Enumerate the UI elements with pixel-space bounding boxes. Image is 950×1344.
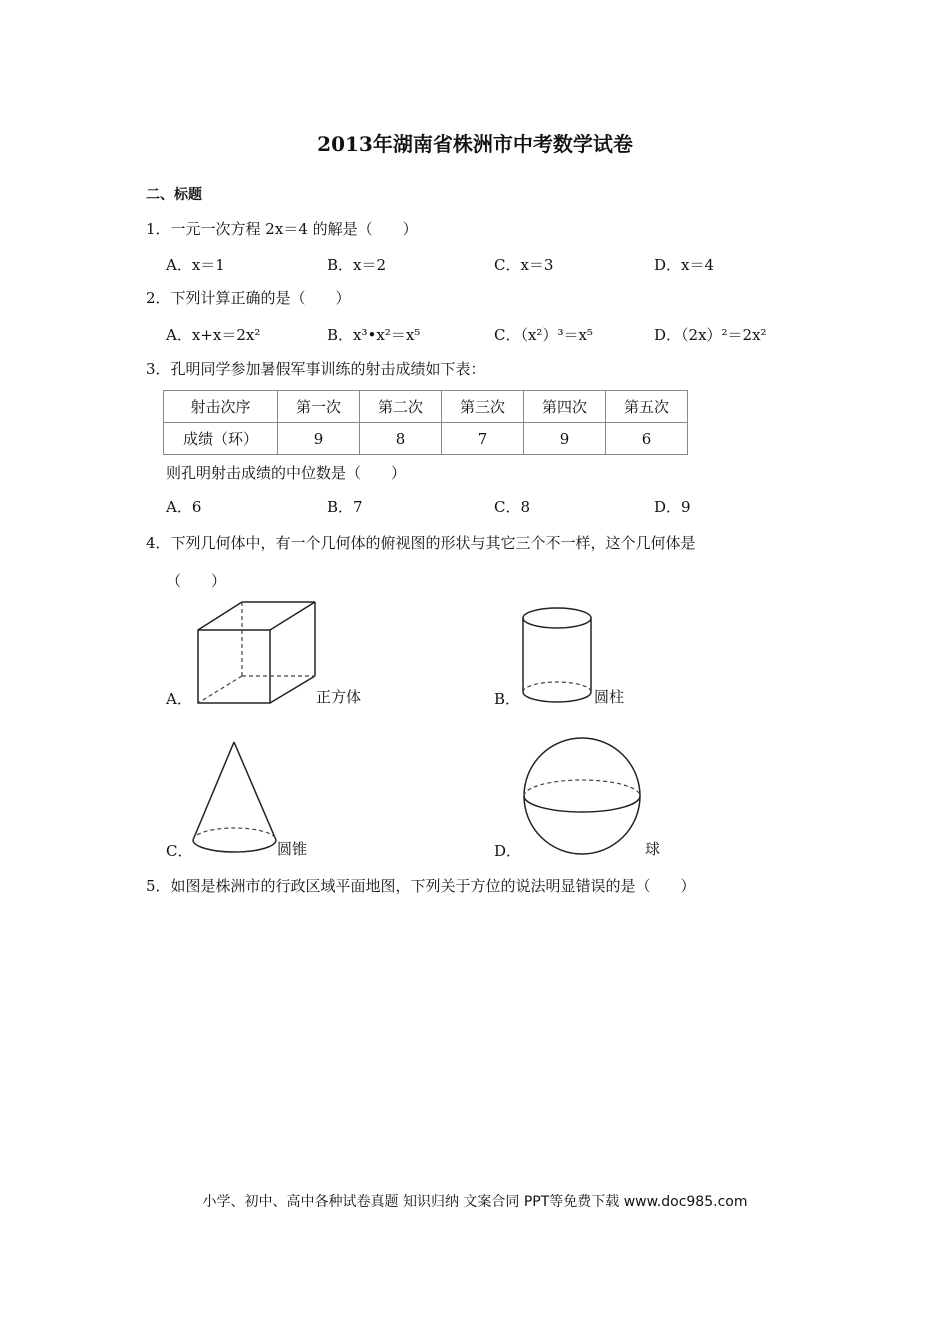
table-header-cell: 第一次 <box>278 391 360 423</box>
question-4-option-a-letter: A． <box>166 690 192 708</box>
question-1-option-c: C．x＝3 <box>494 256 554 274</box>
question-2-option-d: D．（2x）²＝2x² <box>654 326 767 344</box>
table-header-cell: 第二次 <box>360 391 442 423</box>
cylinder-figure <box>519 606 599 706</box>
table-cell: 9 <box>524 423 606 455</box>
cone-figure <box>188 736 283 860</box>
footer-text[interactable]: 小学、初中、高中各种试卷真题 知识归纳 文案合同 PPT等免费下载 www.doc985.com <box>202 1194 748 1210</box>
question-5-stem: 5．如图是株洲市的行政区域平面地图，下列关于方位的说法明显错误的是（ ） <box>146 877 696 895</box>
sphere-figure <box>518 732 646 860</box>
question-4-option-c-letter: C． <box>166 842 193 860</box>
table-row <box>164 423 688 455</box>
score-table <box>163 390 688 455</box>
question-4-option-d-letter: D． <box>494 842 522 860</box>
table-cell: 成绩（环） <box>164 423 278 455</box>
question-1-option-d: D．x＝4 <box>654 256 715 274</box>
page-title: 2013年湖南省株洲市中考数学试卷 <box>317 132 633 156</box>
question-3-stem: 3．孔明同学参加暑假军事训练的射击成绩如下表： <box>146 360 486 378</box>
question-3-option-d: D．9 <box>654 498 691 516</box>
table-cell: 9 <box>278 423 360 455</box>
question-1-option-b: B．x＝2 <box>327 256 387 274</box>
question-4-option-b-letter: B． <box>494 690 521 708</box>
question-3-option-c: C．8 <box>494 498 531 516</box>
cylinder-label: 圆柱 <box>594 688 625 706</box>
question-2-option-a: A．x+x＝2x² <box>166 326 261 344</box>
table-header-cell: 第三次 <box>442 391 524 423</box>
question-1-stem: 1．一元一次方程 2x＝4 的解是（ ） <box>146 220 418 238</box>
table-cell: 8 <box>360 423 442 455</box>
cube-label: 正方体 <box>316 688 362 706</box>
section-heading: 二、标题 <box>146 187 202 203</box>
table-cell: 7 <box>442 423 524 455</box>
question-1-option-a: A．x＝1 <box>166 256 225 274</box>
question-4-paren: （ ） <box>166 572 227 590</box>
table-header-cell: 第四次 <box>524 391 606 423</box>
question-2-option-b: B．x³•x²＝x⁵ <box>327 326 421 344</box>
sphere-label: 球 <box>645 840 661 858</box>
cone-label: 圆锥 <box>277 840 308 858</box>
question-4-stem: 4．下列几何体中，有一个几何体的俯视图的形状与其它三个不一样，这个几何体是 <box>146 534 696 552</box>
table-cell: 6 <box>606 423 688 455</box>
table-header-row <box>164 391 688 423</box>
table-header-cell: 射击次序 <box>164 391 278 423</box>
cube-figure <box>190 598 325 708</box>
question-3-option-b: B．7 <box>327 498 363 516</box>
question-3-ask: 则孔明射击成绩的中位数是（ ） <box>166 464 407 482</box>
table-header-cell: 第五次 <box>606 391 688 423</box>
question-2-option-c: C．（x²）³＝x⁵ <box>494 326 593 344</box>
question-3-option-a: A．6 <box>166 498 202 516</box>
question-2-stem: 2．下列计算正确的是（ ） <box>146 289 351 307</box>
